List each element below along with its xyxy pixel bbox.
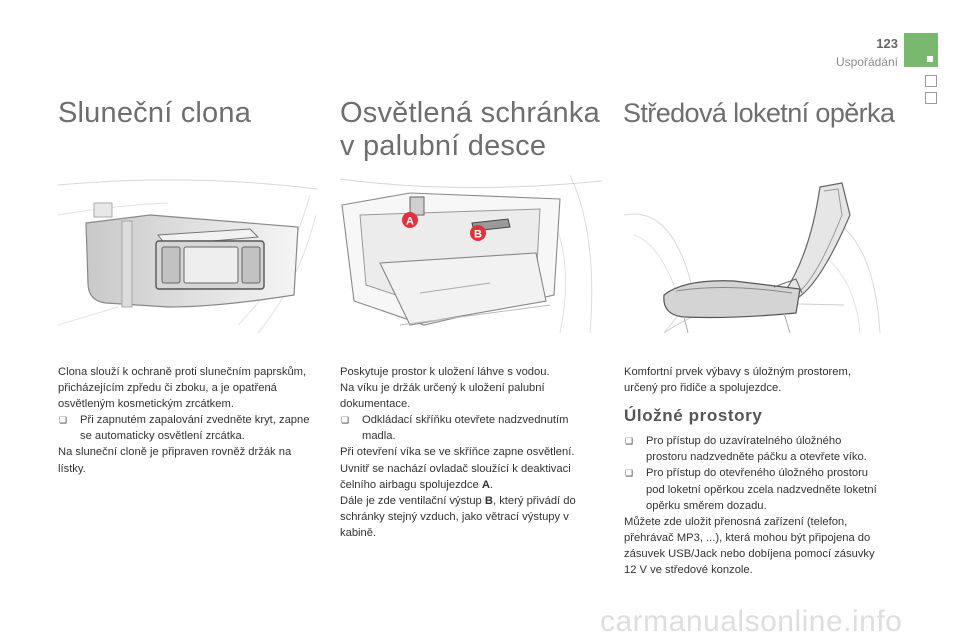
page-number: 123	[876, 36, 898, 51]
bullet-marker: ❏	[59, 415, 68, 426]
square-icon	[927, 56, 933, 62]
watermark: carmanualsonline.info	[600, 605, 903, 638]
section-name: Uspořádání	[835, 55, 898, 69]
paragraph	[340, 461, 602, 493]
bullet-marker: ❏	[625, 436, 634, 447]
glove-box-illustration	[340, 175, 602, 333]
label-b: B	[474, 228, 482, 241]
bullet-text: Při zapnutém zapalování zvedněte kryt, zapne se automaticky osvětlení zrcátka.	[80, 414, 310, 443]
bullet-text: Pro přístup do uzavíratelného úložného prostoru nadzvedněte páčku a otevřete víko.	[646, 435, 867, 464]
chapter-tab[interactable]	[925, 92, 937, 104]
paragraph: Na sluneční cloně je připraven rovněž držák na lístky.	[58, 446, 292, 475]
bullet-text: Pro přístup do otevřeného úložného prostoru pod loketní opěrkou zcela nadzvedněte loketní opěrku směrem dozadu.	[646, 467, 877, 512]
text-bold: A	[481, 478, 490, 491]
chapter-tab[interactable]	[925, 75, 937, 87]
armrest-illustration	[624, 175, 882, 333]
bullet-item	[624, 465, 882, 513]
text-run: , který přivádí do schránky stejný vzduch, jako větrací výstupy v kabině.	[340, 494, 576, 539]
text-bold: B	[484, 494, 493, 507]
bullet-item	[58, 412, 316, 444]
heading-glove-box	[340, 97, 620, 163]
heading-glove-box-line1: Osvětlená schránka	[340, 97, 600, 129]
heading-sun-visor: Sluneční clona	[58, 97, 252, 129]
paragraph: Clona slouží k ochraně proti slunečním paprskům, přicházejícím zpředu či zboku, a je opatřená osvětleným kosmetickým zrcátkem.	[58, 366, 307, 411]
text-run: Dále je zde ventilační výstup	[340, 494, 485, 507]
heading-glove-box-line2: v palubní desce	[340, 130, 547, 162]
bullet-item	[340, 412, 602, 444]
chapter-tab-active[interactable]	[904, 33, 938, 67]
text-run: .	[489, 478, 494, 491]
paragraph: Komfortní prvek výbavy s úložným prostorem, určený pro řidiče a spolujezdce.	[624, 366, 851, 395]
sun-visor-illustration	[58, 175, 318, 335]
glove-box-text	[340, 364, 602, 541]
bullet-marker: ❏	[341, 415, 350, 426]
paragraph: Na víku je držák určený k uložení palubní dokumentace.	[340, 382, 545, 411]
heading-armrest: Středová loketní opěrka	[623, 98, 895, 128]
paragraph: Můžete zde uložit přenosná zařízení (telefon, přehrávač MP3, ...), která mohou být připojena do zásuvek USB/Jack nebo dobíjena pomocí zásuvky 12 V ve středové konzole.	[624, 515, 875, 577]
sun-visor-text	[58, 364, 316, 477]
bullet-text: Odkládací skříňku otevřete nadzvednutím madla.	[362, 414, 569, 443]
bullet-item	[624, 433, 882, 465]
bullet-marker: ❏	[625, 468, 634, 479]
label-a: A	[406, 215, 414, 228]
text-run: Uvnitř se nachází ovladač sloužící k deaktivaci čelního airbagu spolujezdce	[340, 462, 571, 491]
paragraph: Poskytuje prostor k uložení láhve s vodou.	[340, 366, 550, 378]
paragraph: Při otevření víka se ve skříňce zapne osvětlení.	[340, 446, 575, 459]
subheading-storage: Úložné prostory	[624, 406, 763, 426]
paragraph	[340, 493, 602, 541]
armrest-text	[624, 364, 882, 578]
